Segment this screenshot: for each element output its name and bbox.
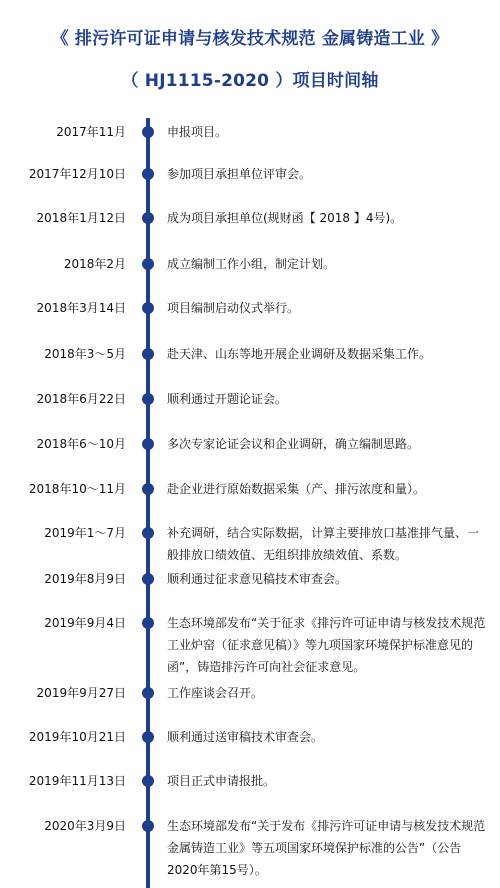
timeline-date: 2017年12月10日	[28, 167, 126, 181]
timeline-dot	[142, 393, 154, 405]
timeline-text: 项目编制启动仪式举行。	[167, 301, 300, 315]
timeline-text: 赴天津、山东等地开展企业调研及数据采集工作。	[167, 347, 432, 361]
timeline-date: 2017年11月	[56, 125, 126, 139]
timeline-date: 2019年9月27日	[36, 686, 126, 700]
timeline-text: 成立编制工作小组，制定计划。	[167, 257, 336, 271]
timeline-dot	[142, 168, 154, 180]
page-subtitle: （ HJ1115-2020 ）项目时间轴	[121, 71, 379, 91]
timeline-text: 赴企业进行原始数据采集（产、排污浓度和量）。	[167, 482, 426, 496]
timeline-date: 2019年1～7月	[44, 526, 126, 540]
timeline-text: 顺利通过送审稿技术审查会。	[167, 730, 324, 744]
timeline-date: 2018年10～11月	[28, 482, 126, 496]
timeline-text: 成为项目承担单位(规财函【 2018 】4号)。	[167, 211, 403, 225]
timeline-dot	[142, 687, 154, 699]
timeline-date: 2018年3月14日	[36, 301, 126, 315]
timeline-text: 顺利通过开题论证会。	[167, 392, 288, 406]
timeline-dot	[142, 820, 154, 832]
timeline-date: 2019年8月9日	[44, 572, 126, 586]
timeline-text: 多次专家论证会议和企业调研，确立编制思路。	[167, 437, 420, 451]
timeline-text: 工作座谈会召开。	[167, 686, 264, 700]
timeline-axis	[146, 118, 150, 888]
timeline-date: 2019年11月13日	[28, 774, 126, 788]
timeline-date: 2020年3月9日	[44, 819, 126, 833]
timeline-text: 生态环境部发布“关于发布《排污许可证申请与核发技术规范金属铸造工业》等五项国家环境保护标准的公告”（公告2020年第15号）。	[167, 819, 486, 877]
timeline-dot	[142, 212, 154, 224]
timeline-dot	[142, 775, 154, 787]
timeline-dot	[142, 348, 154, 360]
timeline-date: 2019年9月4日	[44, 616, 126, 630]
timeline-dot	[142, 126, 154, 138]
timeline-date: 2018年3～5月	[44, 347, 126, 361]
timeline-dot	[142, 573, 154, 585]
timeline-text: 补充调研，结合实际数据，计算主要排放口基准排气量、一般排放口绩效值、无组织排放绩效值、系数。	[167, 526, 480, 562]
timeline-text: 顺利通过征求意见稿技术审查会。	[167, 572, 348, 586]
timeline-date: 2018年6～10月	[36, 437, 126, 451]
timeline-text: 项目正式申请报批。	[167, 774, 276, 788]
timeline-dot	[142, 617, 154, 629]
timeline-dot	[142, 527, 154, 539]
timeline-dot	[142, 258, 154, 270]
timeline-dot	[142, 483, 154, 495]
timeline-text: 参加项目承担单位评审会。	[167, 167, 312, 181]
timeline-date: 2018年6月22日	[36, 392, 126, 406]
timeline-dot	[142, 731, 154, 743]
timeline-dot	[142, 438, 154, 450]
timeline-date: 2018年1月12日	[36, 211, 126, 225]
page-title: 《 排污许可证申请与核发技术规范 金属铸造工业 》	[51, 29, 449, 49]
timeline-text: 生态环境部发布“关于征求《排污许可证申请与核发技术规范工业炉窑（征求意见稿）》等九项国家环境保护标准意见的函”，铸造排污许可向社会征求意见。	[167, 616, 486, 674]
timeline-dot	[142, 302, 154, 314]
timeline-date: 2018年2月	[63, 257, 126, 271]
timeline-date: 2019年10月21日	[28, 730, 126, 744]
timeline-text: 申报项目。	[167, 125, 228, 139]
